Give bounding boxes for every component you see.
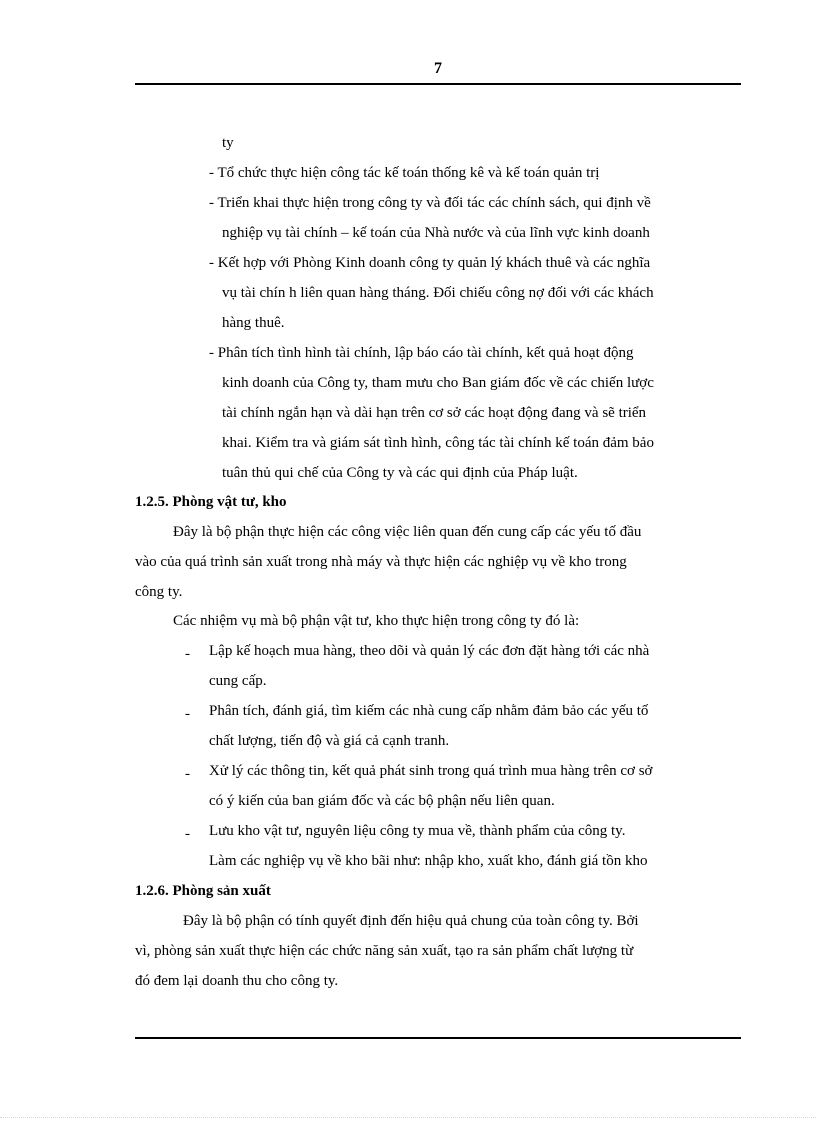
list-item-line: cung cấp. [209,673,267,689]
list-intro: Các nhiệm vụ mà bộ phận vật tư, kho thực hiện trong công ty đó là: [173,613,580,629]
section-heading: 1.2.5. Phòng vật tư, kho [135,494,287,510]
list-item-line: Xử lý các thông tin, kết quả phát sinh trong quá trình mua hàng trên cơ sở [209,763,653,779]
duty-line: tuân thủ qui chế của Công ty và các qui định của Pháp luật. [222,465,578,481]
paragraph-line: vào của quá trình sản xuất trong nhà máy và thực hiện các nghiệp vụ về kho trong [135,554,627,570]
duty-line: nghiệp vụ tài chính – kế toán của Nhà nước và của lĩnh vực kinh doanh [222,225,650,241]
page-number: 7 [434,60,442,77]
paragraph-line: công ty. [135,584,183,600]
list-item-line: Lập kế hoạch mua hàng, theo dõi và quản lý các đơn đặt hàng tới các nhà [209,643,650,659]
duty-line: hàng thuê. [222,315,285,331]
duty-line: kinh doanh của Công ty, tham mưu cho Ban giám đốc về các chiến lược [222,375,654,391]
list-item-line: Lưu kho vật tư, nguyên liệu công ty mua về, thành phẩm của công ty. [209,823,626,839]
duty-line: - Phân tích tình hình tài chính, lập báo cáo tài chính, kết quả hoạt động [209,345,634,361]
list-item-line: có ý kiến của ban giám đốc và các bộ phận nếu liên quan. [209,793,555,809]
list-item-line: Làm các nghiệp vụ về kho bãi như: nhập kho, xuất kho, đánh giá tồn kho [209,853,648,869]
bullet-marker: - [185,646,190,662]
header-rule [135,83,741,85]
duty-line: - Tổ chức thực hiện công tác kế toán thống kê và kế toán quản trị [209,165,600,181]
paragraph-line: đó đem lại doanh thu cho công ty. [135,973,339,989]
section-heading: 1.2.6. Phòng sản xuất [135,883,271,899]
paragraph-line: vì, phòng sản xuất thực hiện các chức năng sản xuất, tạo ra sản phẩm chất lượng từ [135,943,634,959]
duty-line: - Kết hợp với Phòng Kinh doanh công ty quản lý khách thuê và các nghĩa [209,255,651,271]
footer-rule [135,1037,741,1039]
duty-line: vụ tài chín h liên quan hàng tháng. Đối chiếu công nợ đối với các khách [222,285,654,301]
bullet-marker: - [185,706,190,722]
bullet-marker: - [185,766,190,782]
duty-line: - Triển khai thực hiện trong công ty và đối tác các chính sách, qui định về [209,195,651,211]
paragraph-line: Đây là bộ phận thực hiện các công việc liên quan đến cung cấp các yếu tố đầu [173,524,642,540]
list-item-line: Phân tích, đánh giá, tìm kiếm các nhà cung cấp nhằm đảm bảo các yếu tố [209,703,649,719]
page-bottom-border [0,1117,816,1118]
duty-line: khai. Kiểm tra và giám sát tình hình, công tác tài chính kế toán đảm bảo [222,435,654,451]
duty-line: tài chính ngắn hạn và dài hạn trên cơ sở các hoạt động đang và sẽ triển [222,405,647,421]
list-item-line: chất lượng, tiến độ và giá cả cạnh tranh. [209,733,450,749]
continuation-text: ty [222,135,234,151]
paragraph-line: Đây là bộ phận có tính quyết định đến hiệu quả chung của toàn công ty. Bởi [183,913,639,929]
bullet-marker: - [185,826,190,842]
